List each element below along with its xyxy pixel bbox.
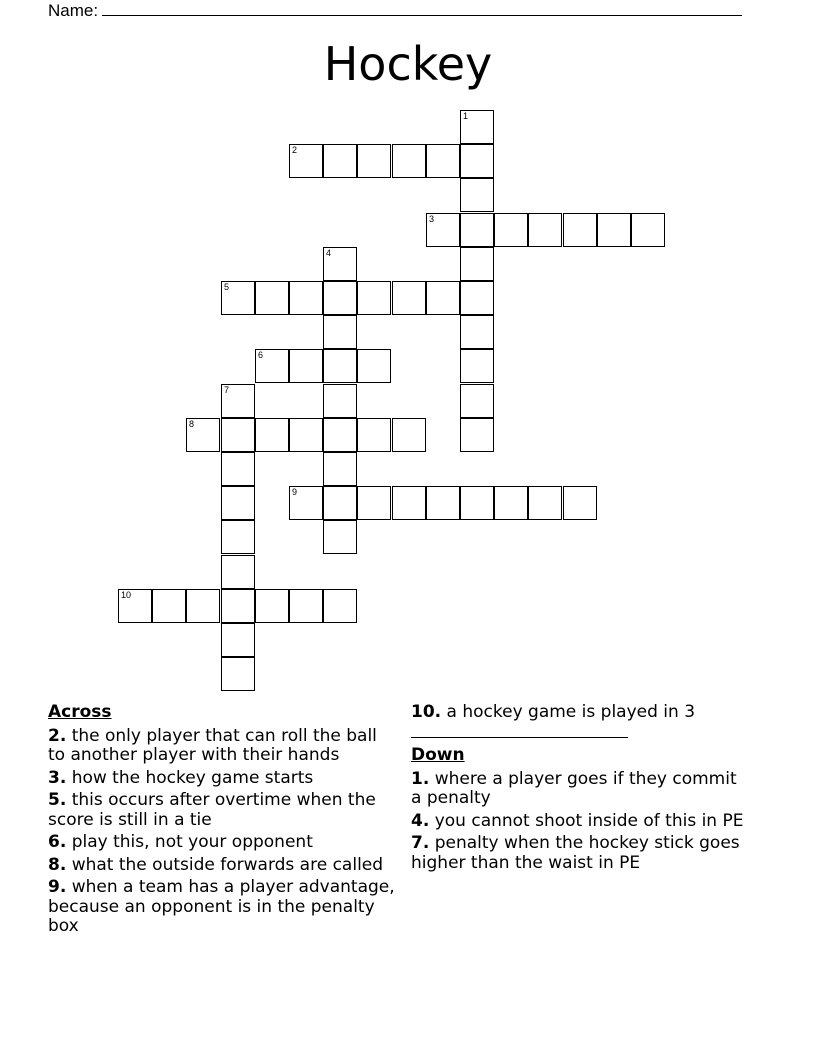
grid-cell[interactable]: [323, 281, 357, 315]
clue-down-7: 7. penalty when the hockey stick goes higher than the waist in PE: [411, 833, 740, 873]
grid-cell[interactable]: [460, 213, 494, 247]
clue-across-3: 3. how the hockey game starts: [48, 767, 314, 788]
clues-column-1: [48, 703, 398, 940]
grid-cell[interactable]: [392, 418, 426, 452]
grid-cell[interactable]: [357, 144, 391, 178]
clue-across-10: 10. a hockey game is played in 3: [411, 703, 751, 743]
grid-cell[interactable]: [221, 623, 255, 657]
grid-cell[interactable]: [255, 418, 289, 452]
grid-cell[interactable]: [357, 349, 391, 383]
clue-number: 2: [292, 145, 298, 155]
grid-cell[interactable]: [631, 213, 665, 247]
name-label: Name:: [48, 1, 99, 20]
grid-cell[interactable]: [563, 486, 597, 520]
grid-cell[interactable]: [460, 247, 494, 281]
grid-cell[interactable]: [460, 384, 494, 418]
grid-cell[interactable]: [528, 486, 562, 520]
clue-number: 9: [292, 487, 298, 497]
clue-number: 7: [224, 385, 230, 395]
grid-cell[interactable]: [186, 418, 220, 452]
grid-cell[interactable]: [152, 589, 186, 623]
grid-cell[interactable]: [392, 486, 426, 520]
grid-cell[interactable]: [392, 144, 426, 178]
grid-cell[interactable]: [186, 589, 220, 623]
grid-cell[interactable]: [289, 144, 323, 178]
grid-cell[interactable]: [323, 520, 357, 554]
grid-cell[interactable]: [221, 555, 255, 589]
clue-number: 4: [326, 248, 332, 258]
grid-cell[interactable]: [221, 520, 255, 554]
clue-number: 6: [258, 350, 264, 360]
clue-across-2: 2. the only player that can roll the ball to another player with their hands: [48, 725, 377, 765]
clue-across-8: 8. what the outside forwards are called: [48, 854, 384, 875]
grid-cell[interactable]: [289, 486, 323, 520]
down-heading: Down: [411, 745, 465, 765]
clue-number: 8: [189, 419, 195, 429]
grid-cell[interactable]: [323, 384, 357, 418]
grid-cell[interactable]: [323, 486, 357, 520]
clue-across-6: 6. play this, not your opponent: [48, 832, 313, 852]
grid-cell[interactable]: [460, 178, 494, 212]
grid-cell[interactable]: [528, 213, 562, 247]
grid-cell[interactable]: [289, 349, 323, 383]
grid-cell[interactable]: [289, 418, 323, 452]
grid-cell[interactable]: [255, 349, 289, 383]
clue-number: 3: [429, 214, 435, 224]
grid-cell[interactable]: [323, 247, 357, 281]
grid-cell[interactable]: [255, 281, 289, 315]
grid-cell[interactable]: [494, 486, 528, 520]
grid-cell[interactable]: [118, 589, 152, 623]
grid-cell[interactable]: [426, 486, 460, 520]
grid-cell[interactable]: [221, 281, 255, 315]
puzzle-title: Hockey: [323, 37, 493, 91]
grid-cell[interactable]: [323, 349, 357, 383]
grid-cell[interactable]: [494, 213, 528, 247]
grid-cell[interactable]: [289, 589, 323, 623]
grid-cell[interactable]: [255, 589, 289, 623]
grid-cell[interactable]: [426, 144, 460, 178]
clue-across-9: 9. when a team has a player advantage, because an opponent is in the penalty box: [48, 877, 395, 936]
grid-cell[interactable]: [460, 315, 494, 349]
grid-cell[interactable]: [221, 452, 255, 486]
grid-cell[interactable]: [289, 281, 323, 315]
grid-cell[interactable]: [221, 384, 255, 418]
grid-cell[interactable]: [357, 486, 391, 520]
grid-cell[interactable]: [460, 281, 494, 315]
clue-across-5: 5. this occurs after overtime when the score is still in a tie: [48, 790, 376, 830]
grid-cell[interactable]: [221, 418, 255, 452]
grid-cell[interactable]: [323, 589, 357, 623]
grid-cell[interactable]: [597, 213, 631, 247]
grid-cell[interactable]: [323, 315, 357, 349]
grid-cell[interactable]: [460, 349, 494, 383]
grid-cell[interactable]: [323, 418, 357, 452]
grid-cell[interactable]: [460, 144, 494, 178]
clues-column-2: [411, 703, 751, 876]
answer-blank: [411, 723, 628, 738]
across-heading: Across: [48, 702, 112, 722]
grid-cell[interactable]: [460, 110, 494, 144]
clue-number: 10: [121, 590, 132, 600]
grid-cell[interactable]: [460, 486, 494, 520]
grid-cell[interactable]: [357, 418, 391, 452]
grid-cell[interactable]: [426, 213, 460, 247]
grid-cell[interactable]: [460, 418, 494, 452]
grid-cell[interactable]: [357, 281, 391, 315]
grid-cell[interactable]: [221, 657, 255, 691]
grid-cell[interactable]: [392, 281, 426, 315]
clue-number: 5: [224, 282, 230, 292]
grid-cell[interactable]: [221, 486, 255, 520]
clue-number: 1: [463, 111, 469, 121]
grid-cell[interactable]: [426, 281, 460, 315]
grid-cell[interactable]: [563, 213, 597, 247]
grid-cell[interactable]: [221, 589, 255, 623]
clue-down-4: 4. you cannot shoot inside of this in PE: [411, 810, 744, 831]
grid-cell[interactable]: [323, 452, 357, 486]
clue-down-1: 1. where a player goes if they commit a penalty: [411, 768, 737, 808]
grid-cell[interactable]: [323, 144, 357, 178]
